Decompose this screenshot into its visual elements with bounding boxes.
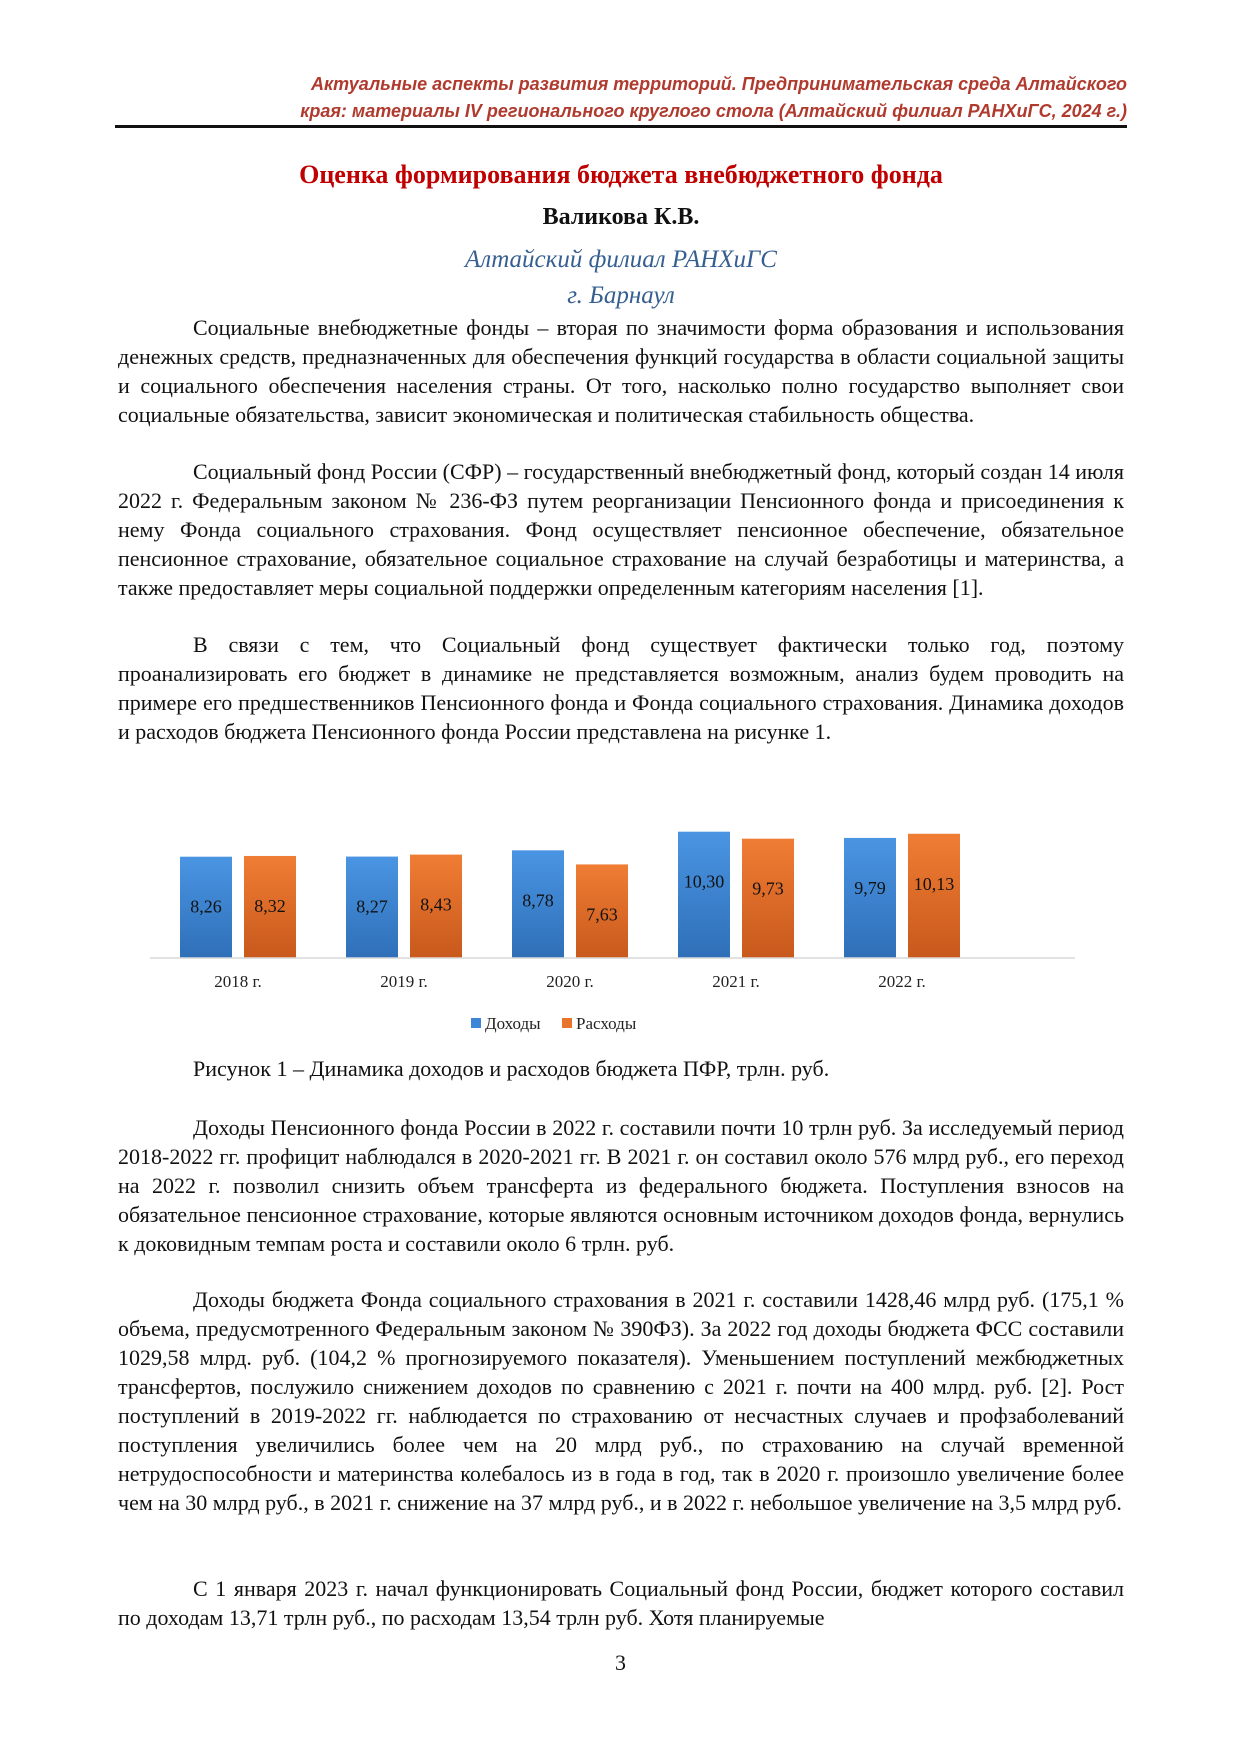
- data-label-expense-5: 10,13: [913, 873, 955, 894]
- legend-label-expense: Расходы: [576, 1014, 637, 1033]
- bar-income-5: [844, 838, 896, 958]
- data-label-income-4: 10,30: [683, 871, 725, 892]
- chart-bars: [180, 832, 960, 958]
- legend-swatch-income: [471, 1018, 481, 1028]
- data-label-income-1: 8,26: [190, 896, 222, 917]
- data-label-expense-4: 9,73: [752, 878, 784, 899]
- data-label-income-5: 9,79: [854, 877, 886, 898]
- chart-legend: [471, 1014, 637, 1033]
- paper-title: Оценка формирования бюджета внебюджетного фонда: [299, 160, 943, 189]
- legend-label-income: Доходы: [485, 1014, 541, 1033]
- data-label-expense-1: 8,32: [254, 895, 286, 916]
- x-tick-label-1: 2018 г.: [214, 972, 262, 991]
- paragraph-3: В связи с тем, что Социальный фонд существует фактически только год, поэтому проанализировать его бюджет в динамике не представляется возможным, анализ будем проводить на примере его предшественников Пенсионного фонда и Фонда социального страхования. Динамика доходов и расходов бюджета Пенсионного фонда России представлена на рисунке 1.: [118, 632, 1124, 744]
- data-label-expense-3: 7,63: [586, 904, 618, 925]
- data-label-income-3: 8,78: [522, 890, 554, 911]
- paragraph-5: Доходы бюджета Фонда социального страхования в 2021 г. составили 1428,46 млрд руб. (175,1 % объема, предусмотренного Федеральным законом № 390ФЗ). За 2022 год доходы бюджета ФСС составили 1029,58 млрд. руб. (104,2 % прогнозируемого показателя). Уменьшением поступлений межбюджетных трансфертов, послужило снижением доходов по сравнению с 2021 г. почти на 400 млрд. руб. [2]. Рост поступлений в 2019-2022 гг. наблюдается по страхованию от несчастных случаев и профзаболеваний поступления увеличились более чем на 20 млрд руб., по страхованию на случай временной нетрудоспособности и материнства колебалось из в года в год, так в 2020 г. произошло увеличение более чем на 30 млрд руб., в 2021 г. снижение на 37 млрд руб., и в 2022 г. небольшое увеличение на 3,5 млрд руб.: [118, 1287, 1124, 1515]
- header-divider: [115, 125, 1127, 128]
- x-tick-label-4: 2021 г.: [712, 972, 760, 991]
- paragraph-6: С 1 января 2023 г. начал функционировать Социальный фонд России, бюджет которого составил по доходам 13,71 трлн руб., по расходам 13,54 трлн руб. Хотя планируемые: [118, 1576, 1124, 1630]
- bar-chart: [0, 790, 1241, 1050]
- data-label-income-2: 8,27: [356, 896, 388, 917]
- affiliation: Алтайский филиал РАНХиГС: [465, 246, 777, 273]
- data-label-expense-2: 8,43: [420, 894, 452, 915]
- figure-caption: Рисунок 1 – Динамика доходов и расходов бюджета ПФР, трлн. руб.: [193, 1056, 830, 1081]
- bar-income-4: [678, 832, 730, 958]
- x-tick-label-2: 2019 г.: [380, 972, 428, 991]
- running-header-line-1: Актуальные аспекты развития территорий. Предпринимательская среда Алтайского: [311, 74, 1127, 94]
- author-name: Валикова К.В.: [542, 204, 700, 230]
- city: г. Барнаул: [567, 282, 675, 309]
- bar-expense-5: [908, 834, 960, 958]
- x-tick-label-5: 2022 г.: [878, 972, 926, 991]
- running-header: [115, 71, 1127, 125]
- page-number: 3: [615, 1650, 626, 1675]
- paragraph-1: Социальные внебюджетные фонды – вторая по значимости форма образования и использования денежных средств, предназначенных для обеспечения функций государства в области социальной защиты и социального обеспечения населения страны. От того, насколько полно государство выполняет свои социальные обязательства, зависит экономическая и политическая стабильность общества.: [118, 315, 1124, 427]
- paragraph-4: Доходы Пенсионного фонда России в 2022 г. составили почти 10 трлн руб. За исследуемый период 2018-2022 гг. профицит наблюдался в 2020-2021 гг. В 2021 г. он составил около 576 млрд руб., его переход на 2022 г. позволил снизить объем трансферта из федерального бюджета. Поступления взносов на обязательное пенсионное страхование, которые являются основным источником доходов фонда, вернулись к доковидным темпам роста и составили около 6 трлн. руб.: [118, 1115, 1124, 1256]
- paragraph-2: Социальный фонд России (СФР) – государственный внебюджетный фонд, который создан 14 июля 2022 г. Федеральным законом № 236-ФЗ путем реорганизации Пенсионного фонда и присоединения к нему Фонда социального страхования. Фонд осуществляет пенсионное обеспечение, обязательное пенсионное страхование, обязательное социальное страхование на случай безработицы и материнства, а также предоставляет меры социальной поддержки определенным категориям населения [1].: [118, 459, 1124, 600]
- running-header-line-2: края: материалы IV регионального круглого стола (Алтайский филиал РАНХиГС, 2024 г.): [300, 101, 1127, 121]
- legend-swatch-expense: [562, 1018, 572, 1028]
- x-axis-ticks: [214, 972, 926, 991]
- x-tick-label-3: 2020 г.: [546, 972, 594, 991]
